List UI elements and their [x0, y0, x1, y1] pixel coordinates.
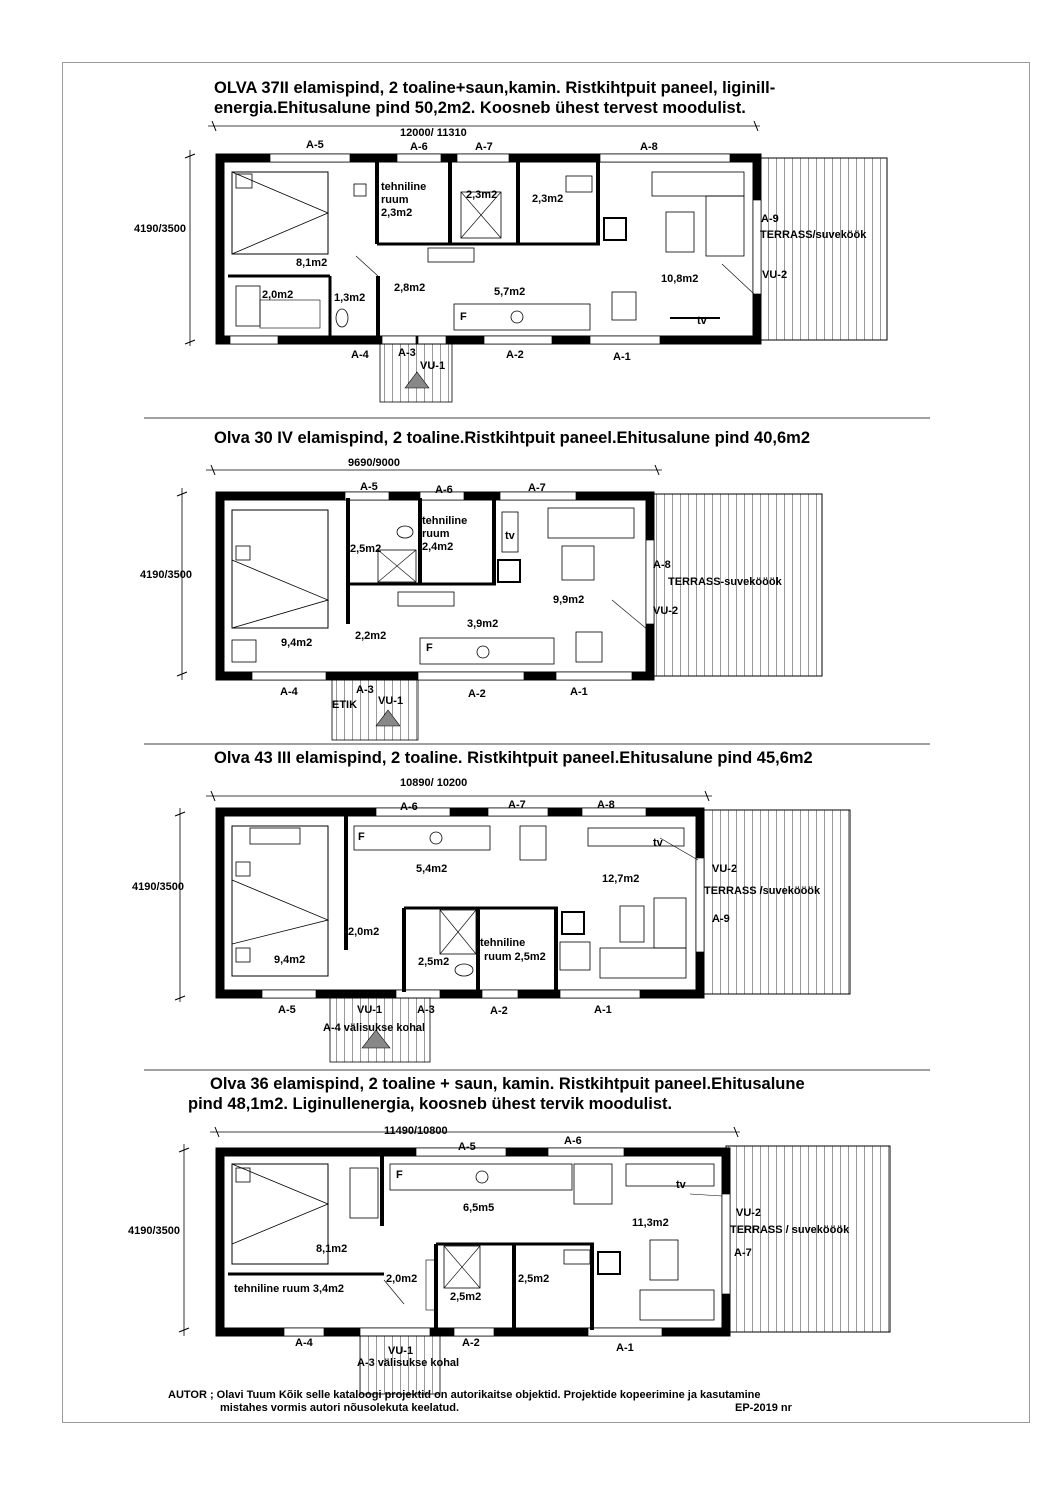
- plan-1: [185, 121, 887, 402]
- plan-3-room-label: 5,4m2: [416, 863, 448, 875]
- plan-4-room-label: 8,1m2: [316, 1243, 348, 1255]
- plan-1-room-label: 2,8m2: [394, 282, 426, 294]
- plan-2-width-dim: 4190/3500: [140, 569, 192, 581]
- plan-2-opening-label: VU-1: [378, 695, 404, 707]
- plan-3-fixture-label: F: [358, 831, 365, 843]
- plan-3-opening-label: A-2: [490, 1005, 508, 1017]
- plan-4-fixture-label: tv: [676, 1179, 686, 1191]
- plan-2-room-label: 9,9m2: [553, 594, 585, 606]
- plan-1-opening-label: VU-1: [420, 360, 446, 372]
- plan-4-fixture-label: F: [396, 1169, 403, 1181]
- plan-1-fixture-label: tv: [697, 315, 707, 327]
- plan-2-fixture-label: F: [426, 642, 433, 654]
- plan-3-room-label: ruum 2,5m2: [484, 951, 546, 963]
- footer-line-1: AUTOR ; Olavi Tuum Kõik selle kataloogi projektid on autorikaitse objektid. Projektide kopeerimine ja kasutamine: [168, 1389, 761, 1401]
- plan-3-opening-label: A-3: [417, 1004, 435, 1016]
- plan-1-room-label: tehniline: [381, 181, 427, 193]
- plan-2-opening-label: A-6: [435, 484, 453, 496]
- plan-1-opening-label: A-2: [506, 349, 524, 361]
- plan-1-opening-label: A-8: [640, 141, 658, 153]
- plan-1-room-label: 2,3m2: [532, 193, 564, 205]
- plan-4-opening-label: A-2: [462, 1337, 480, 1349]
- plan-3-opening-label: A-6: [400, 801, 418, 813]
- plan-3-length-dim: 10890/ 10200: [400, 777, 468, 789]
- plan-3-room-label: 9,4m2: [274, 954, 306, 966]
- plan-4-opening-label: A-7: [734, 1247, 752, 1259]
- plan-3-room-label: 2,0m2: [348, 926, 380, 938]
- plan-4-title-line-1: Olva 36 elamispind, 2 toaline + saun, kamin. Ristkihtpuit paneel.Ehitusalune: [210, 1075, 805, 1093]
- plan-2-opening-label: A-3: [356, 684, 374, 696]
- plan-1-room-label: 8,1m2: [296, 257, 328, 269]
- plan-4-opening-label: A-4: [295, 1337, 313, 1349]
- plan-1-room-label: 5,7m2: [494, 286, 526, 298]
- plan-4-opening-label: A-5: [458, 1141, 476, 1153]
- plan-1-opening-label: A-6: [410, 141, 428, 153]
- plan-1-opening-label: A-4: [351, 349, 369, 361]
- plan-3-opening-label: A-9: [712, 913, 730, 925]
- plan-3-note: A-4 välisukse kohal: [323, 1022, 426, 1034]
- plan-1-opening-label: VU-2: [762, 269, 788, 281]
- footer-line-2: mistahes vormis autori nõusolekuta keelatud.: [220, 1402, 460, 1414]
- plan-3-opening-label: A-8: [597, 799, 615, 811]
- plan-3-room-label: 2,5m2: [418, 956, 450, 968]
- copyright-footer: [168, 1389, 848, 1415]
- plan-4-room-label: 6,5m5: [463, 1202, 495, 1214]
- plan-1-width-dim: 4190/3500: [134, 223, 186, 235]
- plan-1-room-label: 2,3m2: [381, 207, 413, 219]
- plan-2: [177, 465, 822, 740]
- plan-4-room-label: 2,5m2: [450, 1291, 482, 1303]
- plan-1-opening-label: A-7: [475, 141, 493, 153]
- plan-4-room-label: 11,3m2: [632, 1217, 669, 1229]
- footer-code: EP-2019 nr: [735, 1402, 792, 1414]
- plan-1-fixture-label: F: [460, 311, 467, 323]
- plan-2-room-label: 2,2m2: [355, 630, 387, 642]
- plan-1-room-label: 1,3m2: [334, 292, 366, 304]
- plan-3-title-line-1: Olva 43 III elamispind, 2 toaline. Ristkihtpuit paneel.Ehitusalune pind 45,6m2: [214, 749, 813, 767]
- plan-2-room-label: 2,4m2: [422, 541, 454, 553]
- plan-2-room-label: 9,4m2: [281, 637, 313, 649]
- plan-2-opening-label: A-5: [360, 481, 378, 493]
- plan-3-opening-label: A-5: [278, 1004, 296, 1016]
- plan-4-opening-label: VU-2: [736, 1207, 762, 1219]
- plan-4-opening-label: A-1: [616, 1342, 634, 1354]
- plan-2-opening-label: A-8: [653, 559, 671, 571]
- plan-2-room-label: ruum: [422, 528, 450, 540]
- plan-4-width-dim: 4190/3500: [128, 1225, 180, 1237]
- plan-1-title-line-2: energia.Ehitusalune pind 50,2m2. Koosneb ühest tervest moodulist.: [214, 99, 746, 117]
- plan-1-opening-label: A-9: [761, 213, 779, 225]
- plan-4-terrace-label: TERRASS / suvekööök: [730, 1224, 850, 1236]
- plan-1-opening-label: A-5: [306, 139, 324, 151]
- plan-2-fixture-label: tv: [505, 530, 515, 542]
- plan-3-opening-label: A-7: [508, 799, 526, 811]
- plan-2-room-label: 2,5m2: [350, 543, 382, 555]
- plan-4-length-dim: 11490/10800: [384, 1125, 448, 1137]
- plan-1-room-label: ruum: [381, 194, 409, 206]
- plan-2-title-line-1: Olva 30 IV elamispind, 2 toaline.Ristkihtpuit paneel.Ehitusalune pind 40,6m2: [214, 429, 810, 447]
- plan-3-fixture-label: tv: [653, 837, 663, 849]
- plan-3: [175, 791, 850, 1062]
- plan-4: [179, 1127, 890, 1394]
- plan-3-opening-label: VU-1: [357, 1004, 383, 1016]
- plan-3-width-dim: 4190/3500: [132, 881, 184, 893]
- plan-1-room-label: 2,0m2: [262, 289, 294, 301]
- plan-2-opening-label: A-4: [280, 686, 298, 698]
- plan-2-opening-label: A-1: [570, 686, 588, 698]
- plan-2-fixture-label: ETIK: [332, 699, 358, 711]
- plan-2-room-label: tehniline: [422, 515, 468, 527]
- plan-4-room-label: 2,5m2: [518, 1273, 550, 1285]
- plan-2-opening-label: VU-2: [653, 605, 679, 617]
- plan-3-opening-label: A-1: [594, 1004, 612, 1016]
- plan-2-terrace-label: TERRASS-suvekööök: [668, 576, 782, 588]
- plan-1-opening-label: A-1: [613, 351, 631, 363]
- plan-1-room-label: 10,8m2: [661, 273, 699, 285]
- plan-1-length-dim: 12000/ 11310: [400, 127, 467, 139]
- plan-2-length-dim: 9690/9000: [348, 457, 400, 469]
- plan-4-note: A-3 välisukse kohal: [357, 1357, 460, 1369]
- plan-3-room-label: 12,7m2: [602, 873, 640, 885]
- plan-4-title-line-2: pind 48,1m2. Liginullenergia, koosneb ühest tervik moodulist.: [188, 1095, 673, 1113]
- plan-4-opening-label: VU-1: [388, 1345, 414, 1357]
- plan-1-room-label: 2,3m2: [466, 189, 498, 201]
- plan-1-opening-label: A-3: [398, 347, 416, 359]
- plan-4-opening-label: A-6: [564, 1135, 582, 1147]
- plan-1-title-line-1: OLVA 37II elamispind, 2 toaline+saun,kamin. Ristkihtpuit paneel, liginill-: [214, 79, 776, 97]
- plan-2-opening-label: A-2: [468, 688, 486, 700]
- plan-3-opening-label: VU-2: [712, 863, 738, 875]
- plan-4-room-label: tehniline ruum 3,4m2: [234, 1283, 345, 1295]
- plan-2-opening-label: A-7: [528, 482, 546, 494]
- plan-3-room-label: tehniline: [480, 937, 526, 949]
- plan-4-room-label: 2,0m2: [386, 1273, 418, 1285]
- plan-1-terrace-label: TERRASS/suveköök: [760, 229, 867, 241]
- plan-2-room-label: 3,9m2: [467, 618, 499, 630]
- plan-3-terrace-label: TERRASS /suvekööök: [704, 885, 821, 897]
